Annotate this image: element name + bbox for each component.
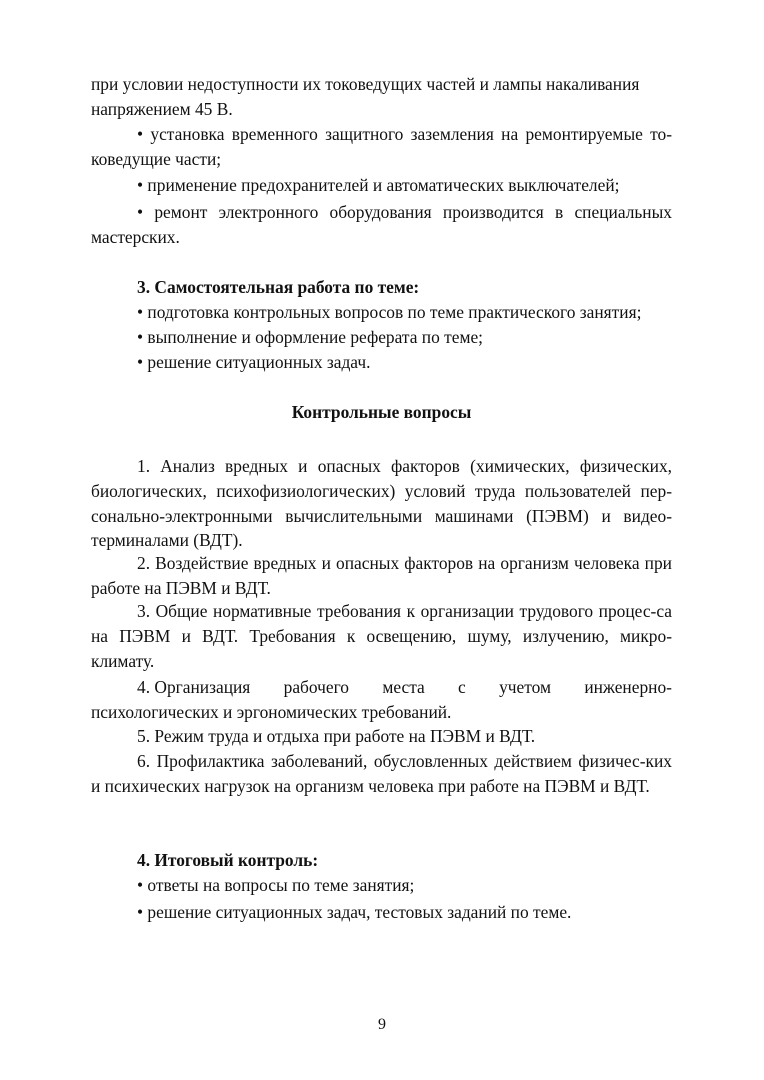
question-1: 1. Анализ вредных и опасных факторов (химических, физических, биологических, психофизиологических) условий труда пользователей пер-сонально-электронными вычислительными машинами (ПЭВМ) и видео-терминалами (ВДТ).	[91, 456, 672, 551]
control-questions-title: Контрольные вопросы	[291, 402, 472, 422]
protection-bullet-2: • применение предохранителей и автоматических выключателей;	[137, 175, 620, 195]
section3-item-3: • решение ситуационных задач.	[137, 352, 371, 372]
question-4-line-1	[137, 675, 672, 700]
question-4-word: места	[382, 677, 425, 697]
section4-item-2: • решение ситуационных задач, тестовых заданий по теме.	[137, 902, 572, 922]
question-4-word: 4. Организация	[137, 677, 251, 697]
protection-bullet-3: • ремонт электронного оборудования производится в специальных мастерских.	[91, 202, 672, 247]
question-6: 6. Профилактика заболеваний, обусловленных действием физичес-ких и психических нагрузок на организм человека при работе на ПЭВМ и ВДТ.	[91, 751, 672, 796]
section4-heading: 4. Итоговый контроль:	[137, 850, 319, 870]
question-4-word: рабочего	[283, 677, 349, 697]
question-4-line-2: психологических и эргономических требований.	[91, 702, 452, 722]
question-2: 2. Воздействие вредных и опасных факторов на организм человека при работе на ПЭВМ и ВДТ.	[91, 553, 672, 598]
section3-item-2: • выполнение и оформление реферата по теме;	[137, 327, 483, 347]
intro-line-1: при условии недоступности их токоведущих частей и лампы накаливания	[91, 74, 640, 94]
page-number: 9	[378, 1016, 386, 1033]
intro-line-2: напряжением 45 В.	[91, 99, 233, 119]
question-5: 5. Режим труда и отдыха при работе на ПЭВМ и ВДТ.	[137, 726, 536, 746]
section3-item-1: • подготовка контрольных вопросов по теме практического занятия;	[137, 302, 642, 322]
section3-heading: 3. Самостоятельная работа по теме:	[137, 277, 420, 297]
question-3: 3. Общие нормативные требования к организации трудового процес-са на ПЭВМ и ВДТ. Требования к освещению, шуму, излучению, микро-климату.	[91, 601, 672, 671]
section4-item-1: • ответы на вопросы по теме занятия;	[137, 875, 415, 895]
question-4-word: с	[458, 677, 466, 697]
protection-bullet-1: • установка временного защитного заземления на ремонтируемые то-коведущие части;	[91, 124, 672, 169]
question-4-word: инженерно-	[584, 677, 672, 697]
question-4-word: учетом	[499, 677, 551, 697]
